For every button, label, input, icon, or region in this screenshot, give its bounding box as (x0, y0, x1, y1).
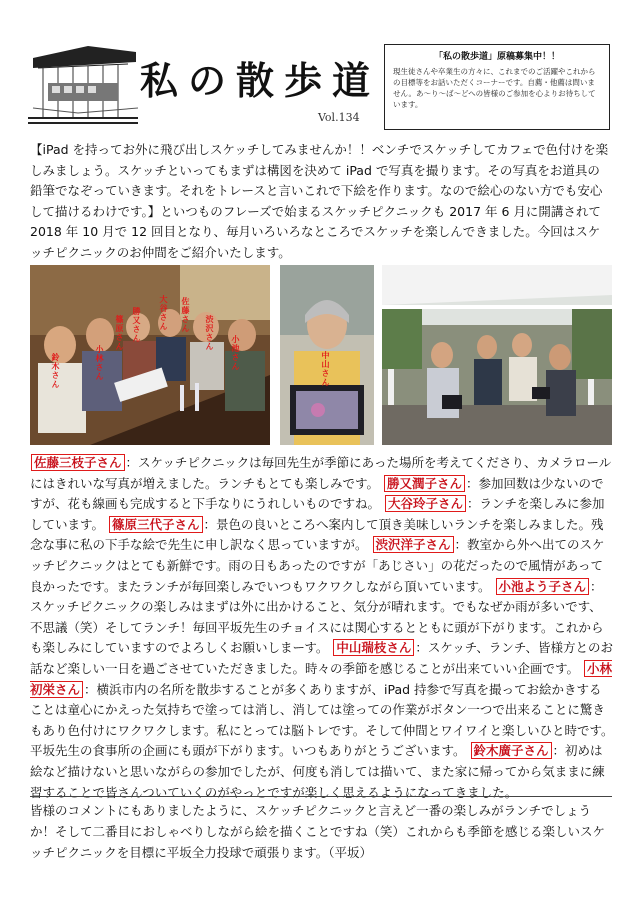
photo-name-tag: 篠原さん (115, 315, 124, 351)
member-name: 佐藤三枝子さん (31, 454, 125, 471)
member-comment: ：教室から外へ出てのスケッチピクニックはとても新鮮です。雨の日もあったのですが「あじさい」の花だったので風情があって良かったです。またランチが毎回楽しみでいつもワクワクしながら頂いています。 (30, 537, 605, 594)
closing-paragraph: 皆様のコメントにもありましたように、スケッチピクニックと言えど一番の楽しみがランチでしょうか！そして二番目におしゃべりしながら絵を描くことですね（笑）これからも季節を感じる楽しいスケッチピクニックを目標に平坂全力投球で頑張ります。（平坂） (30, 803, 606, 860)
section-divider (30, 796, 612, 797)
member-name: 渋沢洋子さん (373, 536, 454, 553)
photo-name-tag: 大谷さん (159, 295, 168, 331)
member-name: 小池よう子さん (496, 578, 590, 595)
member-name: 鈴木廣子さん (471, 742, 552, 759)
recruitment-body: 現生徒さんや卒業生の方々に、これまでのご活躍やこれからの目標等をお話いただくコーナーです。自薦・他薦は問いません。あ〜り〜ば〜どへの皆様のご参加を心よりお待ちしています。 (393, 67, 596, 109)
member-comment: ：スケッチピクニックの楽しみはまずは外に出かけること、気分が晴れます。でもなぜか雨が多いです、不思議（笑）そしてランチ！毎回平坂先生のチョイスには関心するとともに頭が下がります。これからも楽しみにしていますのでよろしくお願いしまーす。 (30, 578, 604, 656)
newsletter-header (28, 38, 381, 130)
photo-name-tag: 小池さん (231, 335, 240, 371)
train-station-illustration (28, 38, 138, 128)
member-name: 勝又潤子さん (384, 475, 465, 492)
outdoor-sketching-photo (382, 265, 612, 445)
member-comment: ：横浜市内の名所を散歩することが多くありますが、iPad 持参で写真を撮ってお絵かきすることは童心にかえった気持ちで塗っては消し、消しては塗っての作業がボタン一つで出来ることに驚きもあり色付けにワクワクします。私にとっては脳トレです。そして仲間とワイワイと楽しいひと時です。平坂先生の食事所の企画にも頭が下がります。いつもありがとうございます。 (30, 681, 614, 759)
member-comment: ：ランチを楽しみに参加しています。 (30, 496, 605, 532)
volume-number: Vol.134 (318, 111, 360, 124)
photo-name-tag: 勝又さん (132, 307, 141, 343)
member-name: 中山瑞枝さん (333, 639, 414, 656)
member-name: 小林初栄さん (30, 660, 613, 697)
photo-name-tag: 中山さん (321, 351, 330, 387)
newsletter-title: 私の散歩道 (140, 58, 381, 103)
member-name: 大谷玲子さん (385, 495, 466, 512)
outdoor-sketching-image (382, 265, 612, 445)
member-comment: ：初めは絵など描けないと思いながらの参加でしたが、何度も消しては描いて、また家に帰ってから気ままに練習することで皆さんついていくのがやっとですが楽しく思えるようになってきました。 (30, 743, 605, 800)
member-comment: ：参加回数は少ないのですが、花も線画も完成すると下手なりにうれしいものですね。 (30, 475, 604, 512)
member-comment: ：スケッチピクニックは毎回先生が季節にあった場所を考えてくださり、カメラロールにはきれいな写真が増えました。ランチもとても楽しみです。 (30, 455, 612, 491)
manuscript-recruitment-box (384, 44, 610, 130)
member-comment: ：スケッチ、ランチ、皆様方とのお話など楽しい一日を過ごさせていただきました。時々の季節を感じることが出来ていい企画です。 (30, 640, 614, 676)
photo-name-tag: 鈴木さん (51, 353, 60, 389)
photo-name-tag: 渋沢さん (205, 315, 214, 351)
photo-name-tag: 佐藤さん (181, 297, 190, 333)
group-lunch-photo (30, 265, 270, 445)
photo-name-tag: 小林さん (95, 345, 104, 381)
member-comments (30, 453, 614, 803)
member-comment: ：景色の良いところへ案内して頂き美味しいランチを楽しみました。残念な事に私の下手な絵で先生に申し訳なく思っていますが。 (30, 516, 604, 553)
portrait-photo (280, 265, 374, 445)
recruitment-heading: 「私の散歩道」原稿募集中！！ (433, 52, 560, 62)
member-name: 篠原三代子さん (109, 516, 203, 533)
intro-paragraph: 【iPad を持ってお外に飛び出しスケッチしてみませんか！！ベンチでスケッチしてカフェで色付けを楽しみましょう。スケッチといってもまずは構図を決めて iPad で写真を撮ります。その写真をお道具の鉛筆でなぞっていきます。それをトレースと言いこれで下絵を作ります。なので絵心のない方でも安心して描けるわけです。】といつものフレーズで始まるスケッチピクニックも 2017 年 6 月に開講されて 2018 年 10 月で 12 回目となり、毎月いろいろなところでスケッチを楽しんできました。今回はスケッチピクニックのお仲間をご紹介いたします。 (30, 142, 609, 260)
